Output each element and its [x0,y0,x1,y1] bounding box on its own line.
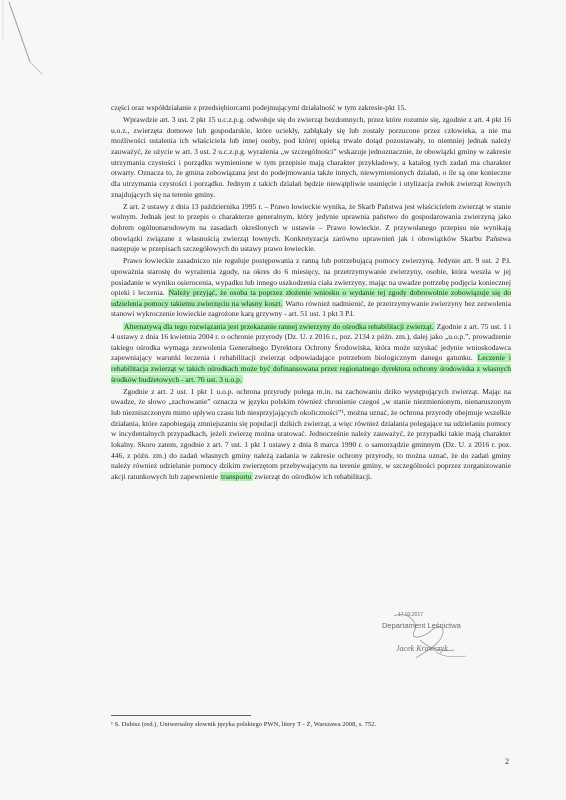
stamp-scribble [376,612,480,664]
footnote-rule [111,715,251,716]
page-number: 2 [505,757,509,766]
stamp-date: 17.03.2017 [398,612,424,618]
paragraph [111,103,511,114]
text-segment: Zgodnie z art. 2 ust. 1 pkt 1 u.o.p. ochrona przyrody polega m.in. na zachowaniu dziko występujących zwierząt. Mając na uwadze, że słowo „zachowanie” oznacza w języku polskim również chronienie czegoś „w stanie niezmienionym, nienaruszonym lub niezniszczonym mimo upływu czasu lub niesprzyjających okoliczności”¹, można uznać, że ochrona przyrody obejmuje wszelkie działania, które zapobiegają zmniejszaniu się populacji dzikich zwierząt, a więc również działania polegające na udzielaniu pomocy w incydentalnych przypadkach, jeżeli zwierzę można uratować. Jednocześnie należy zauważyć, że przypadki takie mają charakter lokalny. Skoro zatem, zgodnie z art. 7 ust. 1 pkt 1 ustawy z dnia 8 marca 1990 r. o samorządzie gminnym (Dz. U. z 2016 r. poz. 446, z późn. zm.) do zadań własnych gminy należą zadania w zakresie ochrony przyrody, to można uznać, że do zadań gminy należy również udzielanie pomocy dzikim zwierzętom przebywającym na terenie gminy, w szczególności poprzez zorganizowanie akcji ratunkowych lub zapewnienie [111,386,512,481]
highlighted-text: transportu [220,471,252,481]
highlighted-text: Leczenie i rehabilitacja zwierząt w takich ośrodkach może być dofinansowana przez regionalnego dyrektora ochrony środowiska z własnych środków budżetowych - art. 76 ust. 3 u.o.p. [111,353,512,384]
text-segment: Zgodnie z art. 75 ust. 1 i 4 ustawy z dnia 16 kwietnia 2004 r. o ochronie przyrody (Dz. U. z 2016 r., poz. 2134 z późn. zm.), dalej jako „u.o.p.”, prowadzenie takiego ośrodka wymaga zezwolenia Generalnego Dyrektora Ochrony Środowiska, która może uzyskać jedynie wnioskodawca zapewniający warunki leczenia i rehabilitacji zwierząt odpowiadające potrzebom biologicznym danego gatunku. [111,321,511,363]
paragraph [111,322,511,386]
paragraph [111,256,511,320]
page-fold-shadow [0,0,566,80]
text-segment: Wprawdzie art. 3 ust. 2 pkt 15 u.c.z.p.g. odwołuje się do zwierząt bezdomnych, przez które rozumie się, zgodnie z art. 4 pkt 16 u.o.z., zwierzęta domowe lub gospodarskie, które uciekły, zabłąkały się lub zostały porzucone przez człowieka, a nie ma możliwości ustalenia ich właściciela lub innej osoby, pod której opieką trwale dotąd pozostawały, to niemniej jednak należy zauważyć, że użycie w art. 3 ust. 2 u.c.z.p.g. wyrażenia „w szczególności” wskazuje jednoznacznie, że obowiązki gminy w zakresie utrzymania czystości i porządku wymienione w tym przepisie mają charakter przykładowy, a katalog tych zadań ma charakter otwarty. Oznacza to, że gmina zobowiązana jest do podejmowania także innych, niewymienionych działań, o ile są one konieczne dla utrzymania czystości i porządku. Jednym z takich działań będzie niewątpliwie usunięcie i utylizacja zwłok zwierząt łownych znajdujących się na terenie gminy. [111,115,511,199]
paragraph [111,202,511,255]
text-segment: zwierząt do ośrodków ich rehabilitacji. [252,471,373,481]
text-segment: Prawo łowieckie zasadniczo nie reguluje postępowania z ranną lub potrzebującą pomocy zwierzyną. Jedynie art. 9 ust. 2 P.ł. upoważnia starostę do wyrażenia zgody, na okres do 6 miesięcy, na przetrzymywanie zwierzyny, osobie, która weszła w jej posiadanie w wyniku osierocenia, wypadku lub innego uszkodzenia ciała zwierzyny, mając na uwadze potrzebę podjęcia koniecznej opieki i leczenia. [111,256,511,298]
text-segment: Warto również nadmienić, że przetrzymywanie zwierzyny bez zezwolenia stanowi wykroczenie łowieckie zagrożone karą grzywny - art. 51 ust. 1 pkt 3 P.ł. [111,298,511,319]
stamp-signature: Jacek Krawczyk [396,644,448,653]
highlighted-text: Alternatywą dla tego rozwiązania jest przekazanie rannej zwierzyny do ośrodka rehabilitacji zwierząt. [124,321,434,331]
paragraph [111,387,511,483]
footnote: ¹ S. Dubisz (red.), Uniwersalny słownik języka polskiego PWN, litery T - Ż, Warszawa 2008, s. 752. [111,721,377,728]
text-segment: Z art. 2 ustawy z dnia 13 października 1995 r. – Prawo łowieckie wynika, że Skarb Państwa jest właścicielem zwierząt w stanie wolnym. Jednak jest to przepis o charakterze generalnym, który jedynie uprawnia państwo do gospodarowania zwierzyną jako dobrem ogólnonarodowym na zasadach określonych w ustawie – Prawo łowieckie. Z przywołanego przepisu nie wynikają obowiązki związane z własnością zwierząt łownych. Konkretyzacja zarówno uprawnień jak i obowiązków Skarbu Państwa następuje w przepisach szczegółowych do ustawy prawo łowieckie. [111,201,511,254]
document-body [111,103,511,484]
text-segment: części oraz współdziałanie z przedsiębiorcami podejmującymi działalność w tym zakresie-pkt 15. [111,103,407,112]
paragraph [111,115,511,200]
stamp-department: Departament Leśnictwa [382,621,461,630]
department-stamp [376,612,480,664]
highlighted-text: Należy przyjąć, że osoba ta poprzez złożenie wniosku o wydanie tej zgody dobrowolnie zobowiązuje się do udzielenia pomocy takiemu zwierzęciu na własny koszt. [111,288,511,308]
